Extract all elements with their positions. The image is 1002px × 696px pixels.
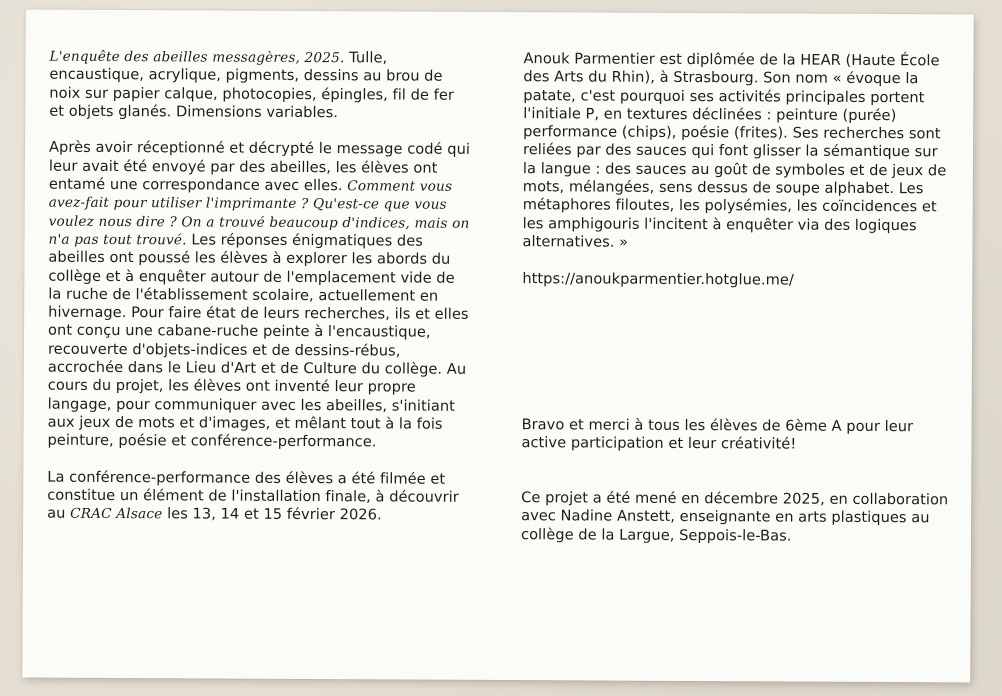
exhibition-dates: les 13, 14 et 15 février 2026.: [167, 505, 382, 524]
printed-card: [22, 10, 973, 683]
paragraph-gap: [49, 121, 471, 142]
thanks-note: Bravo et merci à tous les élèves de 6ème A pour leur active participation et leur créativité!: [521, 415, 914, 453]
venue-name: CRAC Alsace: [70, 506, 163, 523]
artist-website: https://anoukparmentier.hotglue.me/: [522, 269, 794, 289]
paragraph-gap: [47, 450, 469, 471]
artwork-title: L'enquête des abeilles messagères, 2025.: [49, 48, 345, 67]
description-body: Les réponses énigmatiques des abeilles ont poussé les élèves à explorer les abords du collège et à enquêter autour de l'emplacement vide de la ruche de l'établissement scolaire, actuellement en hivernage. Pour faire état de leurs recherches, ils et elles ont conçu une cabane-ruche peinte à l'encaustique, recouverte d'objets-indices et de dessins-rébus, accrochée dans le Lieu d'Art et de Culture du collège. Au cours du projet, les élèves ont inventé leur propre langage, pour communiquer avec les abeilles, s'initiant aux jeux de mots et d'images, et mêlant tout à la fois peinture, poésie et conférence-performance.: [47, 231, 469, 451]
column-spacer: [522, 288, 955, 418]
paragraph-gap: [521, 453, 953, 474]
paragraph-gap: [521, 471, 953, 492]
artist-bio: Anouk Parmentier est diplômée de la HEAR (Haute École des Arts du Rhin), à Strasbourg. Son nom « évoque la patate, c'est pourquoi ses activités principales portent l'initiale P, en textures déclinées : peinture (purée) performance (chips), poésie (frites). Ses recherches sont reliées par des sauces qui font glisser la sémantique sur la langue : des sauces au goût de symboles et de jeux de mots, mélangées, sens dessus de soupe alphabet. Les métaphores filoutes, les polysémies, les coïncidences et les amphigouris l'incitent à enquêter via des logiques alternatives. »: [522, 50, 947, 251]
description-intro: Après avoir réceptionné et décrypté le message codé qui leur avait été envoyé par des abeilles, les élèves ont entamé une correspondance avec elles.: [48, 139, 471, 195]
project-credits: Ce projet a été mené en décembre 2025, en collaboration avec Nadine Anstett, enseignante en arts plastiques au collège de la Largue, Seppois-le-Bas.: [520, 489, 949, 545]
exhibition-text-before: La conférence-performance des élèves a été filmée et constitue un élément de l'installation finale, à découvrir au: [47, 468, 459, 523]
artwork-materials: Tulle, encaustique, acrylique, pigments, dessins au brou de noix sur papier calque, photocopies, épingles, fil de fer et objets glanés. Dimensions variables.: [49, 49, 454, 122]
left-column: [47, 48, 471, 526]
paragraph-gap: [522, 251, 954, 272]
bee-message: Comment vous avez-fait pour utiliser l'imprimante ? Qu'est-ce que vous voulez nous dire ? On a trouvé beaucoup d'indices, mais on n'a pas tout trouvé.: [48, 178, 470, 249]
exhibition-note: [47, 468, 469, 525]
right-column: [521, 50, 956, 546]
project-description: [47, 139, 471, 452]
